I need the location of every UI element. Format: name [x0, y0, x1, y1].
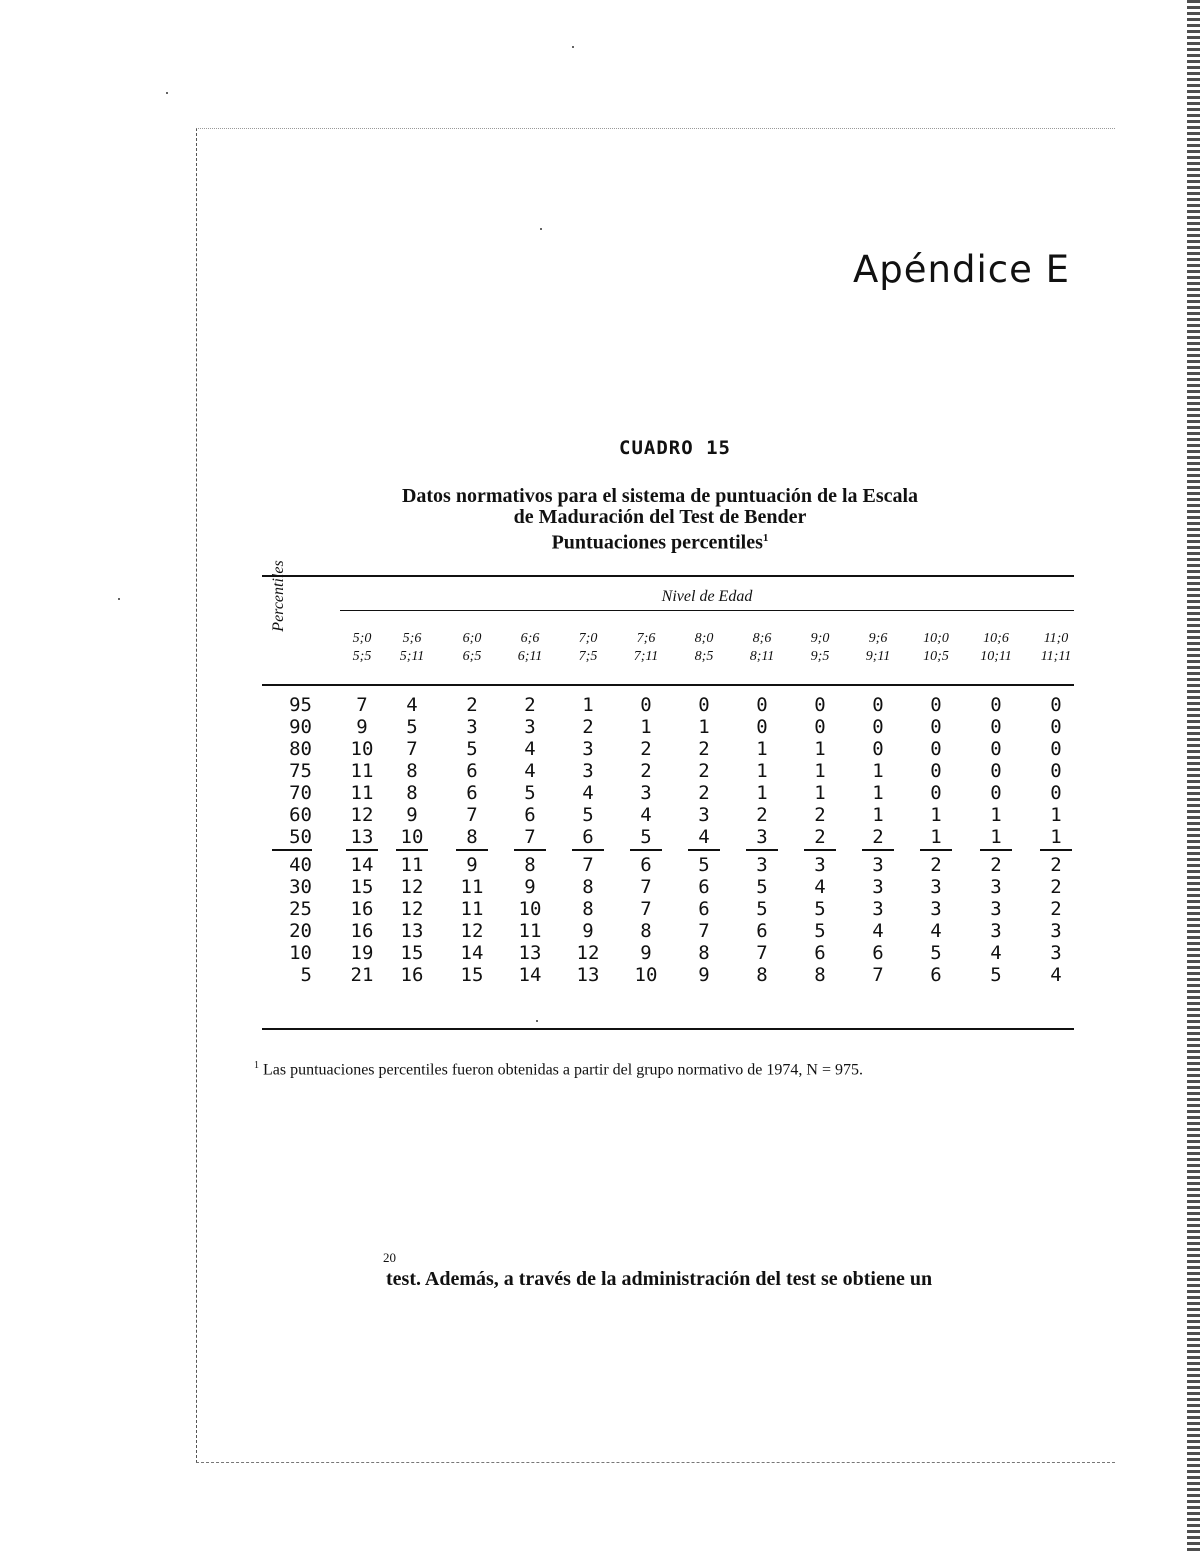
score-cell: 5	[990, 964, 1002, 986]
score-cell: 9	[524, 876, 536, 898]
age-column-header	[444, 630, 500, 666]
score-cell: 6	[930, 964, 942, 986]
table-caption	[300, 486, 1020, 554]
score-cell: 0	[930, 694, 942, 716]
score-cell: 3	[990, 920, 1002, 942]
scan-speck	[540, 228, 542, 230]
score-cell: 2	[698, 782, 710, 804]
percentile-cell: 95	[289, 694, 312, 716]
score-cell: 2	[872, 826, 884, 848]
score-cell: 9	[698, 964, 710, 986]
score-cell: 10	[634, 964, 658, 986]
score-cell: 5	[406, 716, 418, 738]
score-cell: 6	[466, 760, 478, 782]
table-rule-bottom	[262, 1028, 1074, 1030]
score-cell: 3	[582, 738, 594, 760]
score-cell: 0	[756, 694, 768, 716]
score-cell: 0	[990, 760, 1002, 782]
score-cell: 2	[990, 854, 1002, 876]
caption-line-3	[300, 528, 1020, 554]
score-cell: 6	[814, 942, 826, 964]
score-cell: 12	[400, 876, 424, 898]
age-column-header	[908, 630, 964, 666]
percentile-cell: 5	[300, 964, 312, 986]
score-cell: 5	[814, 898, 826, 920]
score-cell: 0	[1050, 716, 1062, 738]
score-cell: 4	[1050, 964, 1062, 986]
score-cell: 6	[524, 804, 536, 826]
table-row	[262, 964, 1074, 986]
score-cell: 3	[1050, 920, 1062, 942]
age-to: 9;5	[810, 649, 830, 664]
spanner-rule	[340, 610, 1074, 611]
age-column-header	[676, 630, 732, 666]
age-from: 10;0	[923, 631, 949, 646]
score-cell: 5	[930, 942, 942, 964]
table-row	[262, 804, 1074, 826]
score-cell: 7	[406, 738, 418, 760]
median-underline	[804, 849, 836, 851]
table-row	[262, 694, 1074, 716]
score-cell: 3	[990, 876, 1002, 898]
table-row	[262, 942, 1074, 964]
score-cell: 9	[582, 920, 594, 942]
score-cell: 10	[518, 898, 542, 920]
score-cell: 4	[872, 920, 884, 942]
table-row	[262, 738, 1074, 760]
score-cell: 1	[872, 804, 884, 826]
score-cell: 13	[350, 826, 374, 848]
table-rule-top	[262, 575, 1074, 577]
age-column-header	[850, 630, 906, 666]
score-cell: 1	[698, 716, 710, 738]
score-cell: 13	[576, 964, 600, 986]
score-cell: 3	[756, 854, 768, 876]
score-cell: 7	[356, 694, 368, 716]
median-underline	[396, 849, 428, 851]
score-cell: 4	[640, 804, 652, 826]
percentile-cell: 50	[289, 826, 312, 848]
score-cell: 0	[990, 738, 1002, 760]
score-cell: 0	[930, 716, 942, 738]
score-cell: 8	[698, 942, 710, 964]
age-from: 5;6	[402, 631, 422, 646]
percentile-cell: 30	[289, 876, 312, 898]
scan-edge	[1187, 0, 1200, 1553]
percentile-cell: 10	[289, 942, 312, 964]
score-cell: 0	[990, 716, 1002, 738]
percentile-cell: 20	[289, 920, 312, 942]
score-cell: 2	[1050, 854, 1062, 876]
score-cell: 1	[814, 760, 826, 782]
age-from: 8;0	[694, 631, 714, 646]
median-underline	[456, 849, 488, 851]
score-cell: 6	[872, 942, 884, 964]
score-cell: 0	[1050, 694, 1062, 716]
age-from: 9;0	[810, 631, 830, 646]
age-from: 10;6	[983, 631, 1009, 646]
percentile-cell: 75	[289, 760, 312, 782]
percentile-cell: 25	[289, 898, 312, 920]
score-cell: 10	[400, 826, 424, 848]
score-cell: 11	[400, 854, 424, 876]
age-to: 5;5	[352, 649, 372, 664]
bleed-through-text: test. Además, a través de la administración del test se obtiene un	[386, 1268, 933, 1290]
percentile-cell: 40	[289, 854, 312, 876]
median-underline	[514, 849, 546, 851]
score-cell: 0	[814, 716, 826, 738]
score-cell: 10	[350, 738, 374, 760]
stub-header: Percentiles	[270, 560, 287, 632]
age-column-header	[560, 630, 616, 666]
score-cell: 13	[400, 920, 424, 942]
score-cell: 15	[400, 942, 424, 964]
score-cell: 0	[872, 694, 884, 716]
age-to: 8;11	[749, 649, 775, 664]
footnote-text: Las puntuaciones percentiles fueron obtenidas a partir del grupo normativo de 1974, N = 975.	[263, 1061, 863, 1079]
score-cell: 3	[640, 782, 652, 804]
table-row	[262, 898, 1074, 920]
score-cell: 9	[640, 942, 652, 964]
score-cell: 1	[814, 782, 826, 804]
age-column-header	[384, 630, 440, 666]
score-cell: 9	[356, 716, 368, 738]
age-column-header	[968, 630, 1024, 666]
score-cell: 8	[640, 920, 652, 942]
score-cell: 5	[466, 738, 478, 760]
score-cell: 8	[406, 782, 418, 804]
score-cell: 2	[698, 760, 710, 782]
score-cell: 3	[872, 854, 884, 876]
median-underline	[862, 849, 894, 851]
score-cell: 7	[756, 942, 768, 964]
table-row	[262, 920, 1074, 942]
median-underline	[630, 849, 662, 851]
score-cell: 15	[460, 964, 484, 986]
caption-line-1: Datos normativos para el sistema de puntuación de la Escala	[401, 485, 919, 507]
age-to: 6;11	[517, 649, 543, 664]
score-cell: 5	[814, 920, 826, 942]
table-row	[262, 854, 1074, 876]
norms-table	[262, 560, 1074, 1032]
caption-line-2: de Maduración del Test de Bender	[513, 506, 807, 528]
score-cell: 7	[582, 854, 594, 876]
score-cell: 5	[698, 854, 710, 876]
score-cell: 16	[350, 920, 374, 942]
score-cell: 4	[406, 694, 418, 716]
score-cell: 1	[814, 738, 826, 760]
footnote-marker: 1	[254, 1060, 259, 1071]
score-cell: 1	[640, 716, 652, 738]
score-cell: 8	[466, 826, 478, 848]
score-cell: 4	[524, 760, 536, 782]
score-cell: 3	[814, 854, 826, 876]
score-cell: 6	[756, 920, 768, 942]
header-rule	[262, 684, 1074, 686]
scan-speck	[118, 598, 120, 600]
score-cell: 7	[640, 898, 652, 920]
score-cell: 15	[350, 876, 374, 898]
score-cell: 0	[872, 738, 884, 760]
score-cell: 0	[990, 782, 1002, 804]
score-cell: 7	[640, 876, 652, 898]
median-underline	[572, 849, 604, 851]
score-cell: 4	[524, 738, 536, 760]
percentile-cell: 80	[289, 738, 312, 760]
score-cell: 12	[350, 804, 374, 826]
score-cell: 2	[1050, 898, 1062, 920]
score-cell: 0	[698, 694, 710, 716]
age-from: 7;6	[636, 631, 656, 646]
score-cell: 4	[582, 782, 594, 804]
score-cell: 5	[756, 898, 768, 920]
table-label: CUADRO 15	[619, 437, 731, 459]
score-cell: 3	[756, 826, 768, 848]
score-cell: 0	[990, 694, 1002, 716]
score-cell: 11	[350, 760, 374, 782]
caption-footnote-marker: 1	[762, 532, 769, 544]
age-from: 8;6	[752, 631, 772, 646]
score-cell: 3	[930, 876, 942, 898]
score-cell: 3	[872, 898, 884, 920]
age-column-header	[1028, 630, 1084, 666]
table-row	[262, 876, 1074, 898]
score-cell: 6	[466, 782, 478, 804]
score-cell: 6	[640, 854, 652, 876]
score-cell: 14	[350, 854, 374, 876]
age-column-header	[792, 630, 848, 666]
age-from: 6;0	[462, 631, 482, 646]
score-cell: 2	[814, 804, 826, 826]
table-row	[262, 782, 1074, 804]
age-to: 6;5	[462, 649, 482, 664]
median-underline	[688, 849, 720, 851]
age-from: 9;6	[868, 631, 888, 646]
score-cell: 1	[756, 760, 768, 782]
score-cell: 0	[814, 694, 826, 716]
score-cell: 3	[930, 898, 942, 920]
score-cell: 0	[1050, 760, 1062, 782]
score-cell: 2	[1050, 876, 1062, 898]
score-cell: 3	[872, 876, 884, 898]
age-to: 10;11	[980, 649, 1012, 664]
score-cell: 11	[518, 920, 542, 942]
score-cell: 21	[350, 964, 374, 986]
age-column-header	[334, 630, 390, 666]
score-cell: 11	[460, 876, 484, 898]
percentile-cell: 60	[289, 804, 312, 826]
age-to: 7;11	[633, 649, 659, 664]
score-cell: 13	[518, 942, 542, 964]
score-cell: 5	[524, 782, 536, 804]
score-cell: 2	[640, 738, 652, 760]
median-underline	[980, 849, 1012, 851]
age-to: 9;11	[865, 649, 891, 664]
table-row	[262, 826, 1074, 848]
score-cell: 2	[698, 738, 710, 760]
score-cell: 6	[698, 876, 710, 898]
score-cell: 7	[524, 826, 536, 848]
score-cell: 9	[406, 804, 418, 826]
score-cell: 19	[350, 942, 374, 964]
score-cell: 1	[756, 782, 768, 804]
score-cell: 4	[930, 920, 942, 942]
score-cell: 5	[756, 876, 768, 898]
score-cell: 3	[990, 898, 1002, 920]
score-cell: 6	[698, 898, 710, 920]
table-row	[262, 760, 1074, 782]
score-cell: 14	[518, 964, 542, 986]
score-cell: 8	[756, 964, 768, 986]
score-cell: 1	[990, 826, 1002, 848]
score-cell: 7	[872, 964, 884, 986]
appendix-title: Apéndice E	[852, 248, 1070, 291]
percentile-cell: 70	[289, 782, 312, 804]
score-cell: 2	[466, 694, 478, 716]
score-cell: 1	[930, 826, 942, 848]
age-to: 8;5	[694, 649, 714, 664]
score-cell: 1	[756, 738, 768, 760]
age-from: 6;6	[520, 631, 540, 646]
score-cell: 1	[872, 760, 884, 782]
score-cell: 12	[576, 942, 600, 964]
median-underline	[1040, 849, 1072, 851]
score-cell: 0	[1050, 782, 1062, 804]
score-cell: 1	[1050, 804, 1062, 826]
score-cell: 9	[466, 854, 478, 876]
score-cell: 2	[524, 694, 536, 716]
score-cell: 8	[406, 760, 418, 782]
score-cell: 11	[350, 782, 374, 804]
score-cell: 14	[460, 942, 484, 964]
score-cell: 3	[466, 716, 478, 738]
table-row	[262, 716, 1074, 738]
score-cell: 8	[582, 876, 594, 898]
score-cell: 1	[930, 804, 942, 826]
age-column-header	[502, 630, 558, 666]
score-cell: 0	[930, 760, 942, 782]
age-to: 5;11	[399, 649, 425, 664]
scan-speck	[572, 46, 574, 48]
score-cell: 4	[814, 876, 826, 898]
score-cell: 4	[698, 826, 710, 848]
median-underline	[920, 849, 952, 851]
score-cell: 6	[582, 826, 594, 848]
table-footnote	[254, 1057, 1082, 1079]
score-cell: 8	[524, 854, 536, 876]
score-cell: 0	[756, 716, 768, 738]
score-cell: 7	[466, 804, 478, 826]
score-cell: 11	[460, 898, 484, 920]
age-from: 11;0	[1043, 631, 1069, 646]
median-underline	[346, 849, 378, 851]
score-cell: 8	[814, 964, 826, 986]
spanner-header: Nivel de Edad	[661, 588, 753, 605]
score-cell: 8	[582, 898, 594, 920]
score-cell: 3	[582, 760, 594, 782]
score-cell: 2	[814, 826, 826, 848]
score-cell: 2	[756, 804, 768, 826]
age-column-header	[618, 630, 674, 666]
score-cell: 1	[990, 804, 1002, 826]
median-underline	[272, 849, 312, 851]
age-to: 10;5	[923, 649, 949, 664]
score-cell: 3	[524, 716, 536, 738]
score-cell: 2	[640, 760, 652, 782]
score-cell: 1	[872, 782, 884, 804]
score-cell: 0	[1050, 738, 1062, 760]
age-from: 7;0	[578, 631, 598, 646]
score-cell: 4	[990, 942, 1002, 964]
page-number: 20	[383, 1250, 396, 1265]
score-cell: 16	[400, 964, 424, 986]
median-underline	[746, 849, 778, 851]
score-cell: 12	[400, 898, 424, 920]
age-to: 7;5	[578, 649, 598, 664]
age-to: 11;11	[1040, 649, 1072, 664]
score-cell: 3	[1050, 942, 1062, 964]
caption-line-3-text: Puntuaciones percentiles	[551, 531, 763, 554]
score-cell: 0	[640, 694, 652, 716]
score-cell: 2	[930, 854, 942, 876]
scan-speck	[166, 92, 168, 94]
score-cell: 7	[698, 920, 710, 942]
score-cell: 0	[930, 782, 942, 804]
score-cell: 3	[698, 804, 710, 826]
score-cell: 1	[582, 694, 594, 716]
score-cell: 0	[872, 716, 884, 738]
percentile-cell: 90	[289, 716, 312, 738]
score-cell: 1	[1050, 826, 1062, 848]
score-cell: 0	[930, 738, 942, 760]
age-from: 5;0	[352, 631, 372, 646]
score-cell: 5	[640, 826, 652, 848]
score-cell: 12	[460, 920, 484, 942]
score-cell: 2	[582, 716, 594, 738]
score-cell: 5	[582, 804, 594, 826]
age-column-header	[734, 630, 790, 666]
score-cell: 16	[350, 898, 374, 920]
